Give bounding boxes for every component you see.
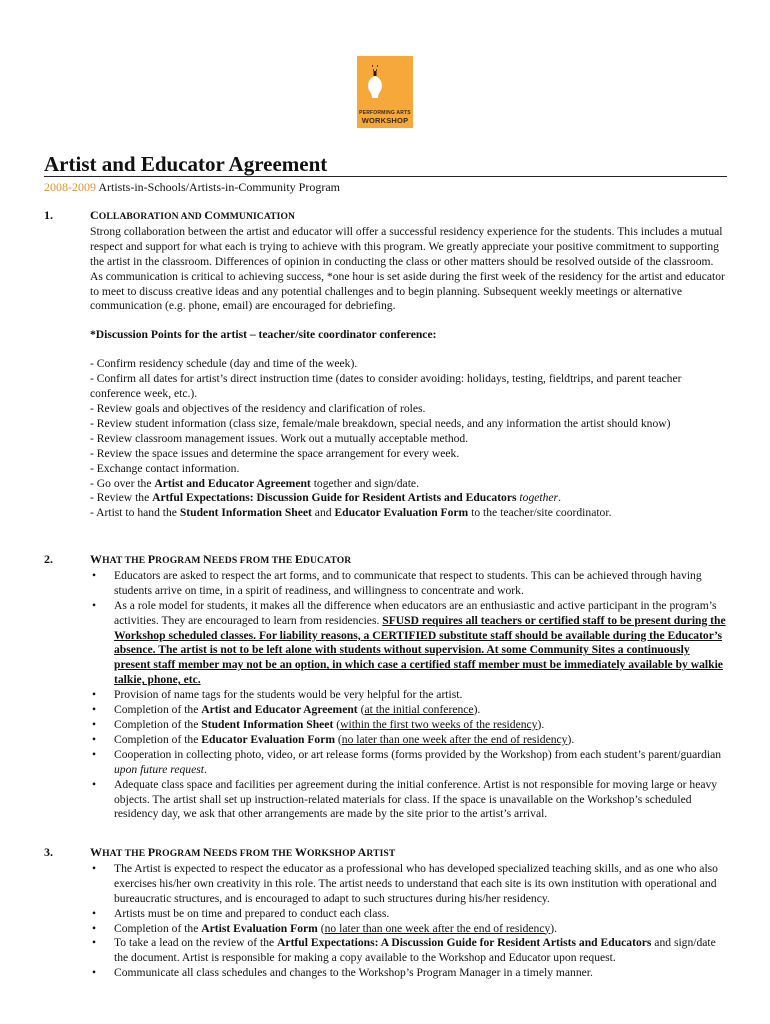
discussion-point: - Review the space issues and determine the space arrangement for every week. [90,446,460,460]
discussion-point: - Review the Artful Expectations: Discussion Guide for Resident Artists and Educators together. [90,491,561,505]
program-year: 2008-2009 [44,180,96,194]
section-educator-needs [44,552,726,822]
discussion-points-heading: *Discussion Points for the artist – teacher/site coordinator conference: [90,328,437,342]
section-number: 2. [44,552,53,566]
discussion-point: - Review goals and objectives of the residency and clarification of roles. [90,401,426,415]
section-number: 3. [44,845,53,859]
list-item: • Completion of the Artist and Educator Agreement (at the initial conference). [90,703,726,718]
list-item: • Adequate class space and facilities per agreement during the initial conference. Artist is not responsible for moving large or heavy objects. The artist shall set up instruction-related materials for class. If the space is unavailable on the Workshop’s scheduled residency day, we ask that other arrangements are made by the site prior to the artist’s arrival. [90,778,726,823]
lightbulb-icon [357,56,413,112]
list-item: • Communicate all class schedules and changes to the Workshop’s Program Manager in a timely manner. [90,966,726,981]
discussion-point: - Artist to hand the Student Information Sheet and Educator Evaluation Form to the teacher/site coordinator. [90,506,612,520]
list-item: • Completion of the Educator Evaluation Form (no later than one week after the end of residency). [90,733,726,748]
title-divider [44,176,727,177]
discussion-point: - Review student information (class size, female/male breakdown, special needs, and any information the artist should know) [90,416,671,430]
program-subtitle [44,180,340,195]
section-number: 1. [44,208,53,222]
logo-text-top: PERFORMING ARTS [359,110,411,116]
list-item: • Completion of the Student Information Sheet (within the first two weeks of the residency). [90,718,726,733]
list-item: • Provision of name tags for the students would be very helpful for the artist. [90,688,726,703]
discussion-point: - Confirm residency schedule (day and time of the week). [90,357,358,371]
logo-text-bottom: WORKSHOP [361,116,409,125]
performing-arts-workshop-logo [357,56,413,128]
discussion-point: - Go over the Artist and Educator Agreement together and sign/date. [90,476,419,490]
list-item: • To take a lead on the review of the Artful Expectations: A Discussion Guide for Resident Artists and Educators and sign/date the document. Artist is responsible for making a copy available to the Workshop and Educator upon request. [90,936,726,966]
discussion-point: - Confirm all dates for artist’s direct instruction time (dates to consider avoiding: holidays, testing, fieldtrips, and parent teacher conference week, etc.). [90,372,682,401]
collaboration-paragraph: Strong collaboration between the artist and educator will offer a successful residency experience for the students. This includes a mutual respect and support for what each is trying to achieve with this program. We greatly appreciate your positive commitment to supporting the artist in the classroom. Differences of opinion in conducting the class or other matters should be resolved outside of the classroom. As communication is critical to achieving success, *one hour is set aside during the first week of the residency for the artist and educator to meet to discuss creative ideas and any potential challenges and to begin planning. Subsequent weekly meetings or alternative communication (e.g. phone, email) are encouraged for debriefing. [90,224,725,313]
section-heading: COLLABORATION AND COMMUNICATION [90,208,296,222]
list-item: • Cooperation in collecting photo, video, or art release forms (forms provided by the Workshop) from each student’s parent/guardian upon future request. [90,748,726,778]
section-heading: WHAT THE PROGRAM NEEDS FROM THE EDUCATOR [90,552,352,566]
list-item: • As a role model for students, it makes all the difference when educators are an enthusiastic and active participant in the program’s activities. They are encouraged to learn from residencies. SFUSD requires all teachers or certified staff to be present during the Workshop scheduled classes. For liability reasons, a CERTIFIED substitute staff should be available during the Educator’s absence. The artist is not to be left alone with students without supervision. At some Community Sites a continuously present staff member may not be an option, in which case a certified staff member must be immediately available by walkie talkie, phone, etc. [90,599,726,688]
discussion-point: - Review classroom management issues. Work out a mutually acceptable method. [90,431,469,445]
section-collaboration [44,208,726,521]
list-item: • The Artist is expected to respect the educator as a professional who has developed specialized teaching skills, and as one who also exercises his/her own creativity in this role. The artist needs to understand that each site is its own institution with operational and bureaucratic structures, and is encouraged to adapt to such structures during his/her residency. [90,862,726,907]
section-artist-needs [44,845,726,981]
list-item: • Artists must be on time and prepared to conduct each class. [90,907,726,922]
discussion-point: - Exchange contact information. [90,461,240,475]
page-title: Artist and Educator Agreement [44,152,328,176]
program-name: Artists-in-Schools/Artists-in-Community Program [96,180,341,194]
section-heading: WHAT THE PROGRAM NEEDS FROM THE WORKSHOP ARTIST [90,845,396,859]
list-item: • Educators are asked to respect the art forms, and to communicate that respect to students. This can be achieved through having students arrive on time, in a spirit of readiness, and willingness to concentrate and work. [90,569,726,599]
list-item: • Completion of the Artist Evaluation Form (no later than one week after the end of residency). [90,922,726,937]
